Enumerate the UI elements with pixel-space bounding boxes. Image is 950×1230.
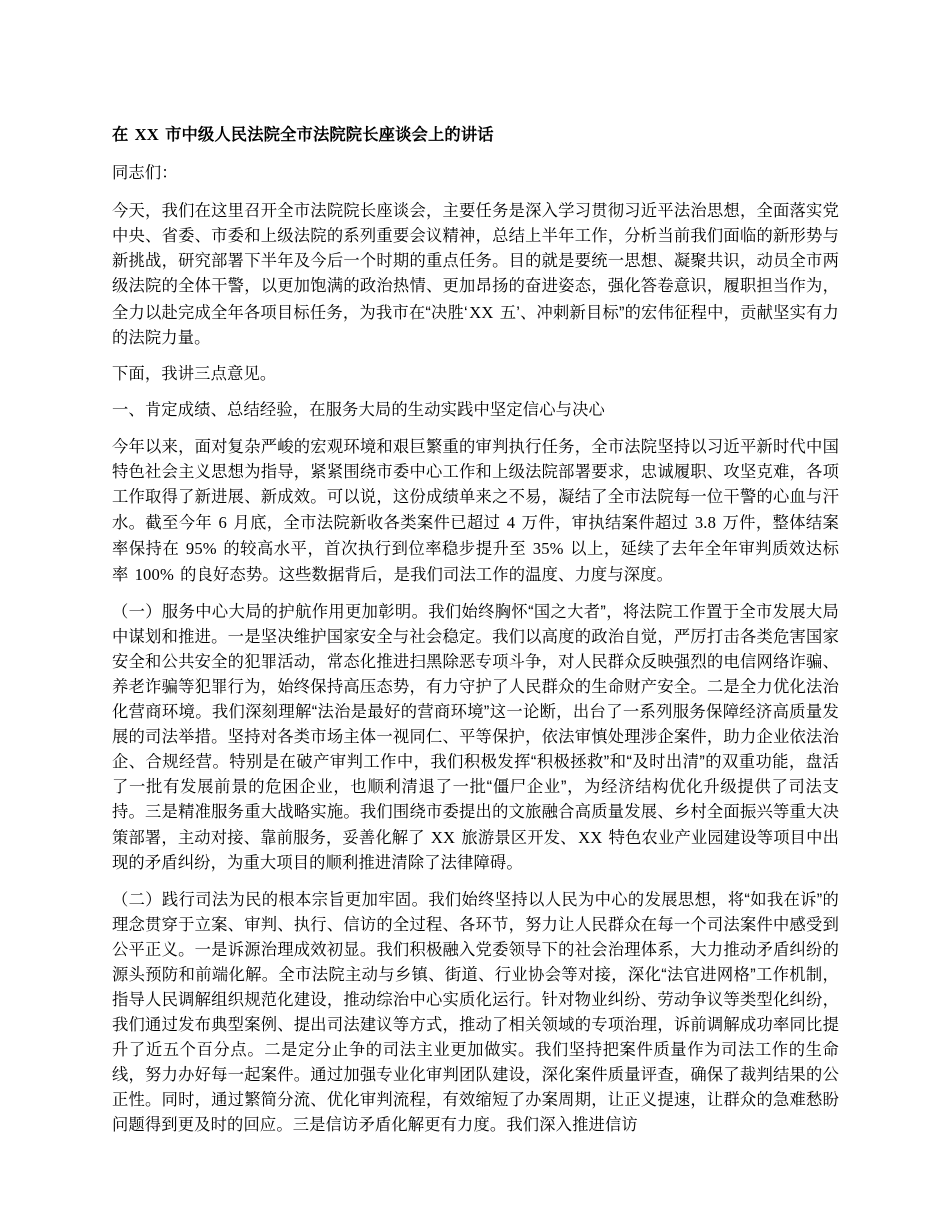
document-title: 在 XX 市中级人民法院全市法院院长座谈会上的讲话 (112, 125, 494, 144)
paragraph-transition: 下面，我讲三点意见。 (112, 364, 277, 383)
paragraph-subsection-two: （二）践行司法为民的根本宗旨更加牢固。我们始终坚持以人民为中心的发展思想，将“如我在诉”的理念贯穿于立案、审判、执行、信访的全过程、各环节，努力让人民群众在每一个司法案件中感受到公平正义。一是诉源治理成效初显。我们积极融入党委领导下的社会治理体系，大力推动矛盾纠纷的源头预防和前端化解。全市法院主动与乡镇、街道、行业协会等对接，深化“法官进网格”工作机制，指导人民调解组织规范化建设，推动综治中心实质化运行。针对物业纠纷、劳动争议等类型化纠纷，我们通过发布典型案例、提出司法建议等方式，推动了相关领域的专项治理，诉前调解成功率同比提升了近五个百分点。二是定分止争的司法主业更加做实。我们坚持把案件质量作为司法工作的生命线，努力办好每一起案件。通过加强专业化审判团队建设，深化案件质量评查，确保了裁判结果的公正性。同时，通过繁简分流、优化审判流程，有效缩短了办案周期，让正义提速，让群众的急难愁盼问题得到更及时的回应。三是信访矛盾化解更有力度。我们深入推进信访 (112, 890, 839, 1135)
latin-run: XX (430, 828, 456, 848)
salutation: 同志们： (112, 164, 178, 183)
latin-run: XX (134, 125, 159, 144)
document-body (112, 122, 839, 1138)
latin-run: 100% (134, 565, 174, 585)
latin-run: XX (578, 828, 603, 848)
latin-run: 95% (185, 539, 217, 559)
paragraph-opening: 今天，我们在这里召开全市法院院长座谈会，主要任务是深入学习贯彻习近平法治思想，全面落实党中央、省委、市委和上级法院的系列重要会议精神，总结上半年工作，分析当前我们面临的新形势与新挑战，研究部署下半年及今后一个时期的重点任务。目的就是要统一思想、凝聚共识，动员全市两级法院的全体干警，以更加饱满的政治热情、更加昂扬的奋进姿态，强化答卷意识，履职担当作为，全力以赴完成全年各项目标任务，为我市在“决胜‘XX 五’、冲刺新目标”的宏伟征程中，贡献坚实有力的法院力量。 (112, 202, 839, 347)
latin-run: 6 (218, 513, 227, 533)
latin-run: 3.8 (694, 513, 717, 533)
paragraph-section-one-intro: 今年以来，面对复杂严峻的宏观环境和艰巨繁重的审判执行任务，全市法院坚持以习近平新时代中国特色社会主义思想为指导，紧紧围绕市委中心工作和上级法院部署要求，忠诚履职、攻坚克难，各项工作取得了新进展、新成效。可以说，这份成绩单来之不易，凝结了全市法院每一位干警的心血与汗水。截至今年 6 月底，全市法院新收各类案件已超过 4 万件，审执结案件超过 3.8 万件，整体结案率保持在 95% 的较高水平，首次执行到位率稳步提升至 35% 以上，延续了去年全年审判质效达标率 100% 的良好态势。这些数据背后，是我们司法工作的温度、力度与深度。 (112, 437, 839, 585)
paragraph-subsection-one: （一）服务中心大局的护航作用更加彰明。我们始终胸怀“国之大者”，将法院工作置于全市发展大局中谋划和推进。一是坚决维护国家安全与社会稳定。我们以高度的政治自觉，严厉打击各类危害国家安全和公共安全的犯罪活动，常态化推进扫黑除恶专项斗争，对人民群众反映强烈的电信网络诈骗、养老诈骗等犯罪行为，始终保持高压态势，有力守护了人民群众的生命财产安全。二是全力优化法治化营商环境。我们深刻理解“法治是最好的营商环境”这一论断，出台了一系列服务保障经济高质量发展的司法举措。坚持对各类市场主体一视同仁、平等保护，依法审慎处理涉企案件，助力企业依法治企、合规经营。特别是在破产审判工作中，我们积极发挥“积极拯救”和“及时出清”的双重功能，盘活了一批有发展前景的危困企业，也顺利清退了一批“僵尸企业”，为经济结构优化升级提供了司法支持。三是精准服务重大战略实施。我们围绕市委提出的文旅融合高质量发展、乡村全面振兴等重大决策部署，主动对接、靠前服务，妥善化解了 XX 旅游景区开发、XX 特色农业产业园建设等项目中出现的矛盾纠纷，为重大项目的顺利推进清除了法律障碍。 (112, 602, 839, 873)
latin-run: XX (469, 302, 494, 322)
section-heading-one: 一、肯定成绩、总结经验，在服务大局的生动实践中坚定信心与决心 (112, 400, 605, 419)
latin-run: 35% (532, 539, 564, 559)
latin-run: 4 (506, 513, 516, 533)
